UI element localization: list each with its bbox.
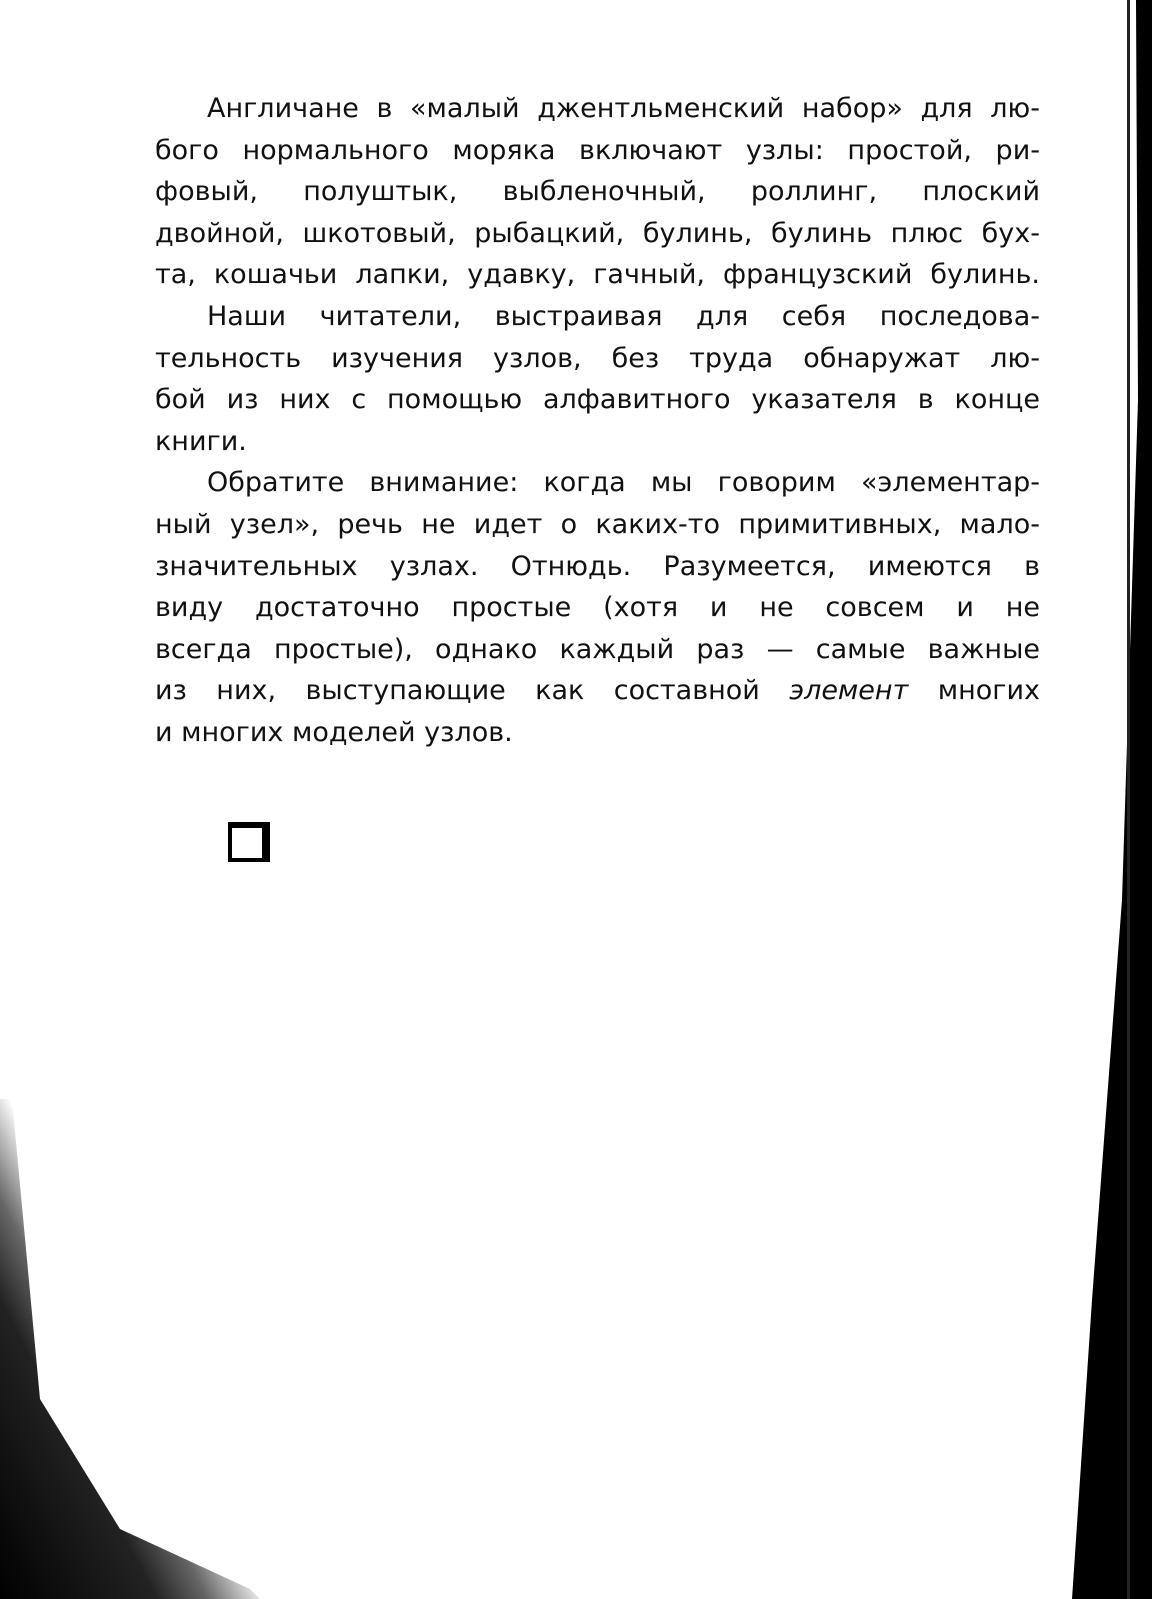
text-line: книги. bbox=[155, 425, 247, 457]
text-line: Наши читатели, выстраивая для себя последова- bbox=[207, 300, 1040, 332]
text-line: та, кошачьи лапки, удавку, гачный, французский булинь. bbox=[155, 259, 1040, 291]
text-line: тельность изучения узлов, без труда обнаружат лю- bbox=[155, 342, 1040, 374]
text-line: значительных узлах. Отнюдь. Разумеется, имеются в bbox=[155, 550, 1040, 582]
text-segment: из них, выступающие как составной bbox=[155, 675, 760, 707]
text-line: Обратите внимание: когда мы говорим «элементар- bbox=[207, 467, 1040, 499]
text-line: Англичане в «малый джентльменский набор» для лю- bbox=[207, 93, 1040, 124]
text-line: бой из них с помощью алфавитного указателя в конце bbox=[155, 384, 1040, 416]
text-line: и многих моделей узлов. bbox=[155, 716, 513, 748]
scan-page-edge-right bbox=[1062, 0, 1152, 1599]
text-line: фовый, полуштык, выбленочный, роллинг, плоский bbox=[155, 176, 1040, 208]
text-line: всегда простые), однако каждый раз — самые важные bbox=[155, 633, 1040, 665]
text-line: бого нормального моряка включают узлы: простой, ри- bbox=[155, 134, 1040, 166]
text-line: двойной, шкотовый, рыбацкий, булинь, булинь плюс бух- bbox=[155, 217, 1040, 249]
text-line: ный узел», речь не идет о каких-то примитивных, мало- bbox=[155, 508, 1040, 540]
scan-edge-line bbox=[1127, 0, 1130, 1599]
text-line bbox=[155, 670, 1040, 712]
text-line: виду достаточно простые (хотя и не совсем и не bbox=[155, 592, 1040, 624]
body-text bbox=[155, 88, 1040, 754]
end-of-section-square-icon bbox=[228, 822, 270, 862]
italic-emphasis: элемент bbox=[789, 675, 909, 707]
scan-shadow-corner bbox=[0, 1099, 260, 1599]
text-segment: многих bbox=[937, 675, 1040, 707]
